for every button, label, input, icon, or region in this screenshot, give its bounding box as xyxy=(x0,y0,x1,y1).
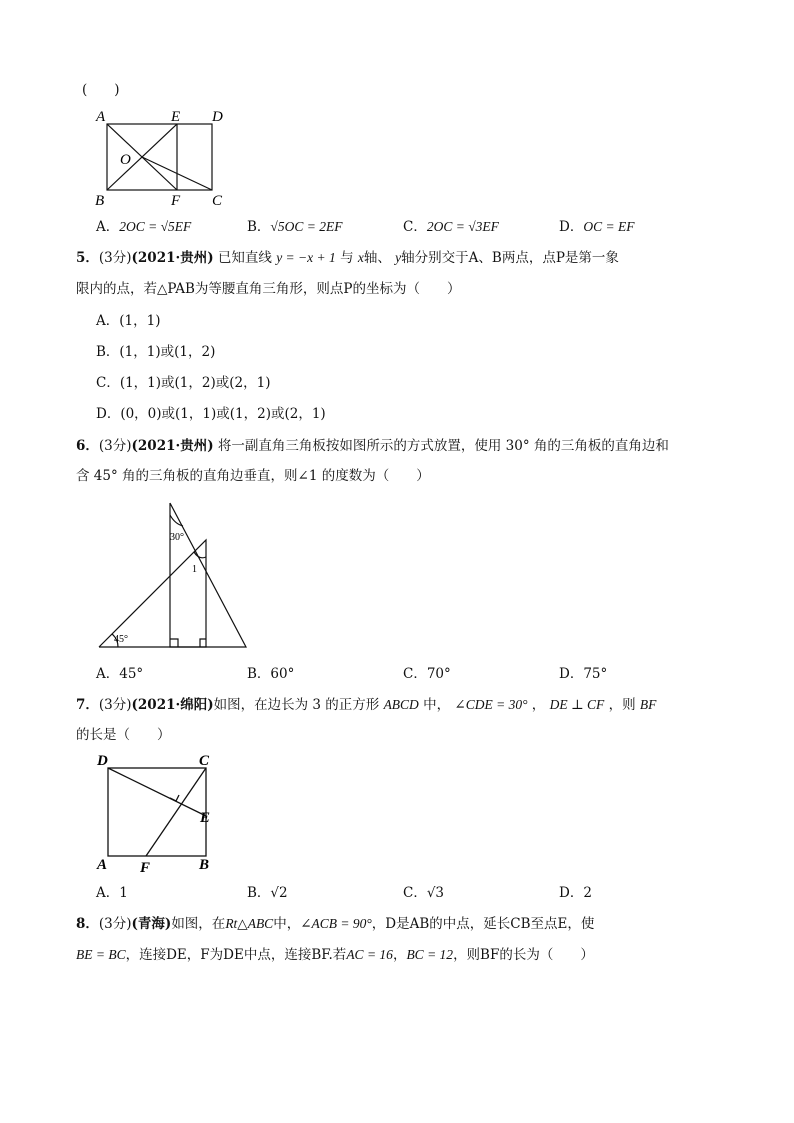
q5-y-axis: y xyxy=(395,250,402,265)
q4-label-f: F xyxy=(171,193,181,209)
q7-source: (2021·绵阳) xyxy=(131,697,214,713)
q6-set-square-figure xyxy=(96,500,256,650)
q4-option-d-math: OC = EF xyxy=(583,219,635,234)
q7-perpendicular: DE ⊥ CF xyxy=(549,697,605,712)
q7-segment-bf: BF xyxy=(639,697,657,712)
q7-label-b: B xyxy=(199,857,210,873)
q8-text-a: 如图，在 xyxy=(171,916,226,932)
q6-number: 6． xyxy=(76,438,99,454)
q6-source: (2021·贵州) xyxy=(131,438,214,454)
q7-score: (3分) xyxy=(98,697,132,713)
q4-label-c: C xyxy=(212,193,223,209)
q8-eq-bc: BC = 12 xyxy=(406,947,454,962)
q7-square-figure xyxy=(95,750,225,875)
q7-number: 7． xyxy=(76,697,99,713)
q4-option-b-letter: B． xyxy=(247,219,271,235)
q6-stem-line2: 含 45° 角的三角板的直角边垂直，则∠1 的度数为（ ） xyxy=(76,468,430,484)
q8-stem-line2 xyxy=(76,946,594,964)
q4-answer-paren: ( ) xyxy=(82,82,120,98)
q8-text-b: 中， xyxy=(273,916,301,932)
q8-text-f: ，则BF的长为（ ） xyxy=(453,947,594,963)
q7-label-c: C xyxy=(199,753,210,769)
q4-option-c-letter: C． xyxy=(403,219,427,235)
q8-stem-line1 xyxy=(76,915,594,933)
q4-label-e: E xyxy=(171,109,181,125)
q7-text-a: 如图，在边长为 3 的正方形 xyxy=(213,697,380,713)
q4-label-d: D xyxy=(212,109,223,125)
q4-rectangle-figure xyxy=(95,106,235,209)
q6-score: (3分) xyxy=(98,438,132,454)
q5-text-b: 与 xyxy=(340,250,354,266)
q4-option-b[interactable] xyxy=(247,218,342,236)
q5-option-b[interactable]: B．(1，1)或(1，2) xyxy=(96,344,216,360)
q7-label-e: E xyxy=(200,810,211,826)
q4-option-b-math: √5OC = 2EF xyxy=(270,219,343,234)
q7-option-d[interactable]: D．2 xyxy=(559,885,592,901)
q5-line-equation: y = −x + 1 xyxy=(276,250,336,265)
q6-label-1: 1 xyxy=(192,564,197,575)
q4-option-a-letter: A． xyxy=(96,219,120,235)
q8-angle-acb: ∠ACB = 90° xyxy=(300,916,372,931)
q5-option-a[interactable]: A．(1，1) xyxy=(96,313,161,329)
q5-text-c: 轴、 xyxy=(363,250,391,266)
q4-option-d-letter: D． xyxy=(559,219,584,235)
q7-text-c: ， xyxy=(531,697,546,713)
q7-stem-line2: 的长是（ ） xyxy=(76,727,171,743)
q7-text-d: ，则 xyxy=(608,697,636,713)
q5-number: 5． xyxy=(76,250,99,266)
q5-stem-line2: 限内的点，若△PAB为等腰直角三角形，则点P的坐标为（ ） xyxy=(76,281,461,297)
q4-label-o: O xyxy=(120,152,131,168)
q4-option-d[interactable] xyxy=(559,218,634,236)
q4-label-b: B xyxy=(95,193,105,209)
q6-label-45: 45° xyxy=(114,634,128,645)
q7-angle-cde: ∠CDE = 30° xyxy=(454,697,528,712)
q5-text-a: 已知直线 xyxy=(217,250,272,266)
q8-triangle-name: Rt△ABC xyxy=(225,916,274,931)
q5-text-d: 轴分别交于A、B两点，点P是第一象 xyxy=(401,250,619,266)
q4-option-a[interactable] xyxy=(96,218,191,236)
q7-label-d: D xyxy=(97,753,108,769)
q5-stem-line1 xyxy=(76,249,619,267)
q6-text-line1: 将一副直角三角板按如图所示的方式放置，使用 30° 角的三角板的直角边和 xyxy=(217,438,669,454)
q4-option-c-math: 2OC = √3EF xyxy=(426,219,499,234)
q7-label-a: A xyxy=(97,857,108,873)
q6-option-b[interactable]: B．60° xyxy=(247,666,295,682)
q4-option-c[interactable] xyxy=(403,218,499,236)
q7-option-a[interactable]: A．1 xyxy=(96,885,128,901)
q7-text-b: 中， xyxy=(423,697,451,713)
q6-label-30: 30° xyxy=(170,532,184,543)
q8-eq-be-bc: BE = BC xyxy=(76,947,126,962)
q5-option-d[interactable]: D．(0，0)或(1，1)或(1，2)或(2，1) xyxy=(96,406,326,422)
q7-label-f: F xyxy=(140,860,151,876)
q6-stem-line1 xyxy=(76,437,669,455)
q6-option-a[interactable]: A．45° xyxy=(96,666,144,682)
q4-label-a: A xyxy=(96,109,106,125)
q8-source: (青海) xyxy=(131,916,172,932)
q8-number: 8． xyxy=(76,916,99,932)
q4-option-a-math: 2OC = √5EF xyxy=(119,219,192,234)
q5-x-axis: x xyxy=(357,250,364,265)
q6-option-c[interactable]: C．70° xyxy=(403,666,451,682)
q8-eq-ac: AC = 16 xyxy=(346,947,393,962)
q7-option-c[interactable]: C．√3 xyxy=(403,885,445,901)
q5-source: (2021·贵州) xyxy=(131,250,214,266)
q8-score: (3分) xyxy=(98,916,132,932)
q8-text-d: ，连接DE，F为DE中点，连接BF.若 xyxy=(125,947,347,963)
q5-option-c[interactable]: C．(1，1)或(1，2)或(2，1) xyxy=(96,375,271,391)
q7-square-name: ABCD xyxy=(383,697,419,712)
q8-text-e: ， xyxy=(392,947,407,963)
q5-score: (3分) xyxy=(98,250,132,266)
q7-stem-line1 xyxy=(76,696,656,714)
q6-option-d[interactable]: D．75° xyxy=(559,666,608,682)
q7-option-b[interactable]: B．√2 xyxy=(247,885,288,901)
q8-text-c: ，D是AB的中点，延长CB至点E，使 xyxy=(371,916,595,932)
